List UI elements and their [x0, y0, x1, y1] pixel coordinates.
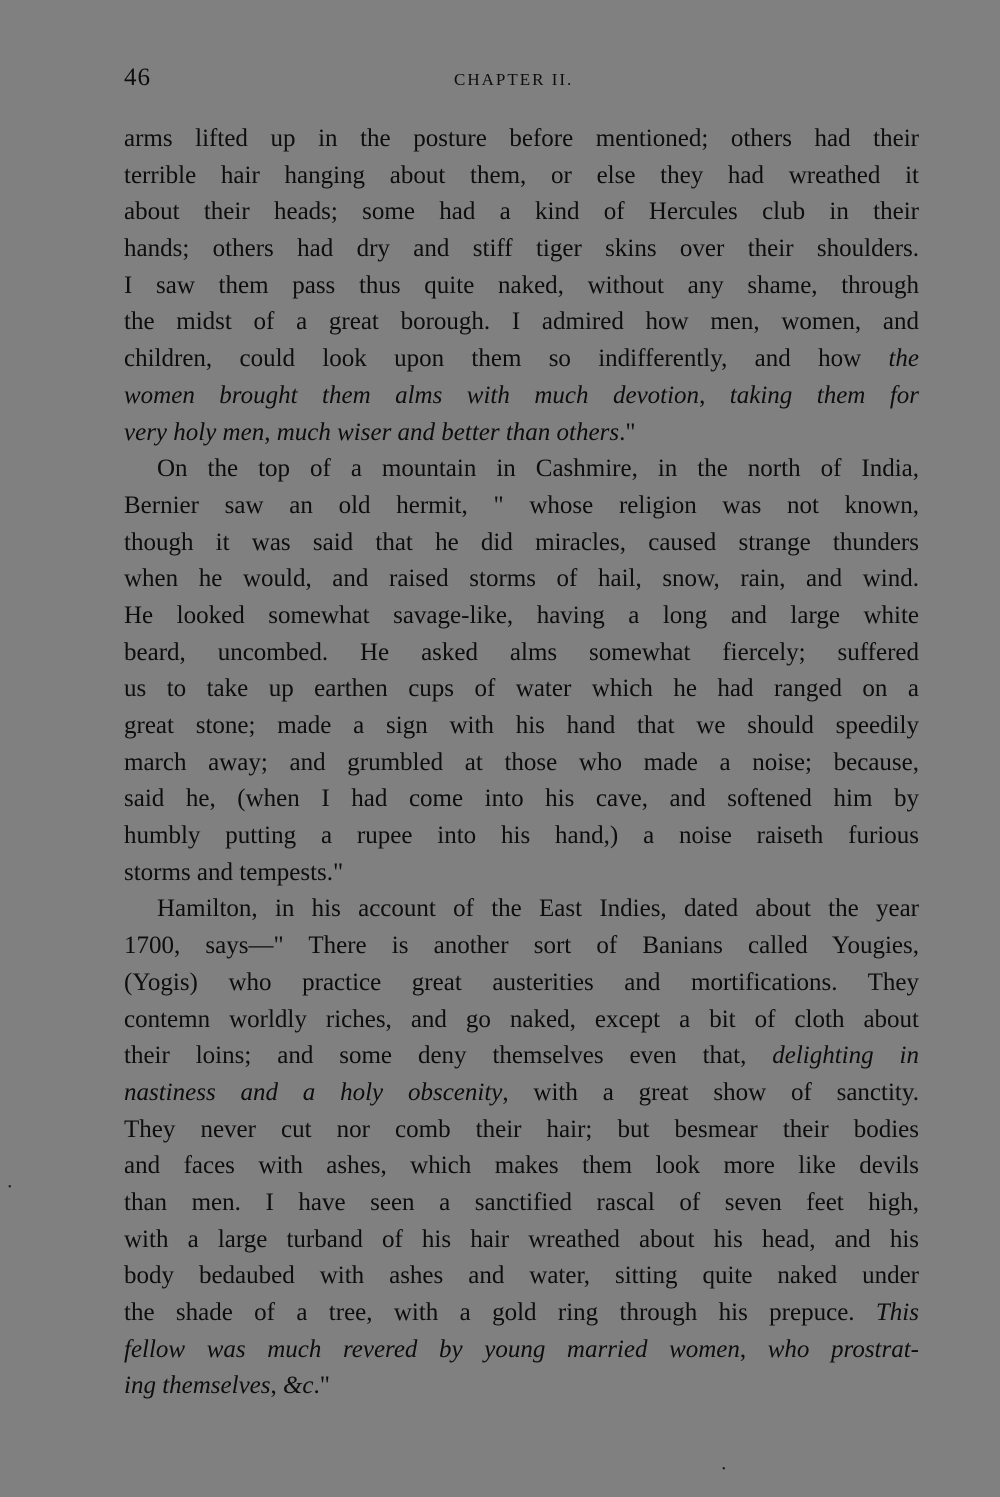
text-line — [124, 891, 919, 928]
text-line — [124, 781, 919, 818]
text-line — [124, 1258, 919, 1295]
text-line — [124, 1002, 919, 1039]
text-line — [124, 1075, 919, 1112]
text-segment: children, could look upon them so indifferently, and how — [124, 345, 889, 373]
text-line — [124, 158, 919, 195]
text-segment: , — [264, 418, 277, 446]
text-segment: the midst of a great borough. I admired how men, women, and — [124, 308, 919, 336]
italic-text: taking them for — [729, 381, 920, 409]
text-segment: , — [699, 381, 730, 409]
text-line — [124, 708, 919, 745]
text-line — [124, 635, 919, 672]
text-segment: They never cut nor comb their hair; but besmear their bodies — [124, 1115, 919, 1143]
text-line — [124, 1185, 919, 1222]
text-line — [124, 378, 919, 415]
text-segment: the shade of a tree, with a gold ring through his prepuce. — [124, 1299, 876, 1326]
text-line — [124, 1332, 919, 1369]
text-segment: said he, (when I had come into his cave, and softened him by — [124, 785, 919, 813]
stray-dot-mark: • — [722, 1464, 726, 1475]
text-line — [124, 818, 919, 855]
text-line — [124, 671, 919, 708]
italic-text: very holy men — [124, 418, 265, 446]
text-line — [124, 268, 919, 305]
text-line — [124, 1295, 919, 1332]
text-segment: ." — [313, 1372, 330, 1400]
text-segment: and faces with ashes, which makes them look more like devils — [124, 1152, 919, 1180]
page-number: 46 — [124, 64, 151, 91]
text-segment: their loins; and some deny themselves even that, — [124, 1042, 773, 1070]
text-segment: beard, uncombed. He asked alms somewhat fiercely; suffered — [124, 638, 919, 666]
text-segment: though it was said that he did miracles, caused strange thunders — [124, 528, 919, 556]
text-line — [124, 598, 919, 635]
text-line — [124, 1112, 919, 1149]
text-line — [124, 745, 919, 782]
text-segment: 1700, says—" There is another sort of Banians called Yougies, — [124, 932, 919, 960]
text-segment: ." — [619, 418, 636, 446]
body-text — [124, 121, 919, 1405]
text-segment: On the top of a mountain in Cashmire, in the north of India, — [157, 455, 919, 483]
text-segment: us to take up earthen cups of water which he had ranged on a — [124, 675, 919, 703]
italic-text: This — [875, 1299, 919, 1326]
text-line — [124, 415, 919, 452]
text-line — [124, 194, 919, 231]
text-line — [124, 1368, 919, 1405]
text-line — [124, 1038, 919, 1075]
text-segment: great stone; made a sign with his hand that we should speedily — [124, 712, 919, 739]
italic-text: &c — [282, 1372, 314, 1400]
text-line — [124, 341, 919, 378]
text-segment: I saw them pass thus quite naked, without any shame, through — [124, 271, 919, 299]
text-line — [124, 561, 919, 598]
italic-text: much wiser and better than others — [276, 418, 620, 446]
italic-text: who prostrat- — [767, 1335, 919, 1363]
text-segment: He looked somewhat savage-like, having a long and large white — [124, 601, 919, 629]
text-line — [124, 304, 919, 341]
text-line — [124, 121, 919, 158]
text-line — [124, 1148, 919, 1185]
text-segment: Bernier saw an old hermit, " whose religion was not known, — [124, 491, 919, 519]
text-segment: terrible hair hanging about them, or else they had wreathed it — [124, 161, 919, 189]
stray-dot-mark: • — [8, 1182, 12, 1193]
text-segment: , — [739, 1335, 768, 1363]
text-line — [124, 965, 919, 1002]
text-segment: march away; and grumbled at those who made a noise; because, — [124, 748, 919, 776]
text-segment: arms lifted up in the posture before mentioned; others had their — [124, 125, 919, 152]
italic-text: the — [888, 345, 919, 373]
text-segment: storms and tempests." — [124, 858, 344, 886]
page-header — [124, 64, 919, 98]
running-head: CHAPTER II. — [454, 70, 574, 89]
italic-text: delighting in — [772, 1042, 919, 1070]
text-segment: when he would, and raised storms of hail, snow, rain, and wind. — [124, 565, 919, 593]
italic-text: ing themselves — [124, 1372, 271, 1400]
text-segment: with a large turband of his hair wreathed about his head, and his — [124, 1225, 919, 1253]
text-segment: about their heads; some had a kind of Hercules club in their — [124, 198, 919, 226]
italic-text: nastiness and a holy obscenity — [124, 1078, 503, 1106]
text-segment: , with a great show of sanctity. — [502, 1078, 919, 1106]
text-line — [124, 928, 919, 965]
italic-text: women brought them alms with much devotion — [124, 381, 700, 409]
text-line — [124, 1222, 919, 1259]
italic-text: fellow was much revered by young married women — [124, 1335, 740, 1363]
text-line — [124, 525, 919, 562]
text-segment: , — [270, 1372, 283, 1400]
text-segment: contemn worldly riches, and go naked, except a bit of cloth about — [124, 1005, 919, 1033]
text-line — [124, 231, 919, 268]
text-line — [124, 855, 919, 892]
text-segment: hands; others had dry and stiff tiger skins over their shoulders. — [124, 235, 919, 263]
text-line — [124, 451, 919, 488]
text-line — [124, 488, 919, 525]
text-segment: Hamilton, in his account of the East Indies, dated about the year — [157, 895, 919, 923]
text-segment: humbly putting a rupee into his hand,) a noise raiseth furious — [124, 822, 919, 850]
text-segment: body bedaubed with ashes and water, sitting quite naked under — [124, 1262, 919, 1290]
text-segment: (Yogis) who practice great austerities and mortifications. They — [124, 968, 919, 996]
text-segment: than men. I have seen a sanctified rascal of seven feet high, — [124, 1188, 919, 1216]
